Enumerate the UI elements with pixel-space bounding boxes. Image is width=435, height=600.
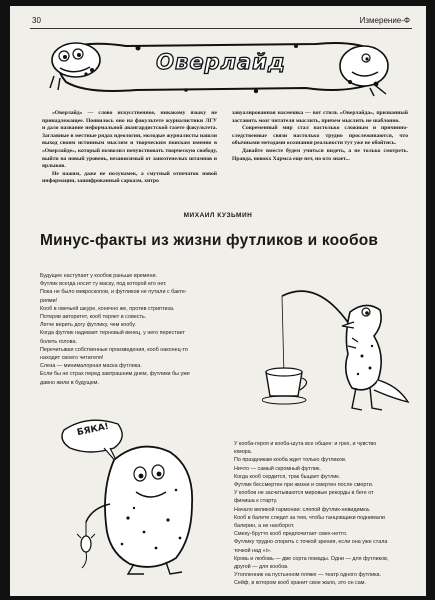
page-number: 30 [32, 16, 41, 25]
fact-line: Кровь и любовь — две сорта помады. Одни — для футликов, [234, 555, 389, 562]
fact-line: болеть голова. [40, 338, 77, 345]
fact-line: Кооб в балете следит за тем, чтобы танцовщики поднимали [234, 514, 385, 521]
intro-paragraph: «Оверлайд» — слово искусственное, никакому языку не принадлежащее. Появилось оно на факультете журналистики ЛГУ и дало название неформальной авангардистской газете факультета. Заглавные в местные рядах идеологии, молодые журналисты нашли выход своим истинным мыслям и творческим поискам именно в «Оверлайде», который позволил почувствовать творческую свободу, выйти на новый уровень, независимый от занозтенелых штампов и ярлыков. [42, 110, 217, 170]
fact-line: Легче верить догу футлику, чем кообу. [40, 322, 136, 329]
fact-line: точкой над «i». [234, 547, 272, 554]
fact-line: Пока не было микроскопов, и футликов не путали с бакте- [40, 289, 187, 296]
fact-line: Футлику трудно спорить с точкой зрения, если она уже стала [234, 539, 388, 546]
fact-line: Утопленник на пустынном пляже — театр одного футлика. [234, 572, 382, 579]
fact-line: Если бы не страх перед завтрашним днем, футлики бы уже [40, 371, 190, 378]
fact-line: другой — для кообов. [234, 564, 289, 571]
fact-line: Когда кооб сердится, трак бьщает футлик. [234, 473, 341, 480]
fact-line: балерин, а не наоборот. [234, 523, 295, 530]
fact-line: находит своего читателя! [40, 355, 104, 362]
fact-line: Потеряв авторитет, кооб теряет и совесть. [40, 314, 147, 321]
intro-column-left [42, 110, 217, 186]
fact-line: юмора. [234, 449, 253, 456]
fact-line: По праздникам кооба ждет только футликов. [234, 457, 347, 464]
article-title: Минус-факты из жизни футликов и кообов [40, 232, 379, 249]
fact-line: Начало великой гармонии: слепой футлик-невидимка. [234, 506, 371, 513]
author-name: МИХАИЛ КУЗЬМИН [183, 212, 253, 219]
fact-line: риями! [40, 297, 58, 304]
speech-bubble-text: БЯКА! [76, 421, 110, 439]
fact-line: финиша к старту. [234, 498, 278, 505]
fact-line: Слеза — минималорная маска футлика. [40, 363, 142, 370]
fact-line: Перечитывая собственные произведения, кооб наконец-то [40, 346, 188, 353]
fact-line: Будущее наступает у кообов раньше времени. [40, 273, 157, 279]
fact-line: Кооб в овечьей шкуре, конечно же, против стриптиза. [40, 305, 175, 312]
magazine-name: Измерение-Ф [359, 16, 410, 25]
fact-line: Футлик всегда носит ту маску, под которой его нет. [40, 281, 167, 288]
fact-line: Ничто — самый скромный футлик. [234, 465, 321, 472]
intro-column-right [232, 110, 408, 163]
intro-paragraph: Не нажим, даже не полунамек, а смутный отпечаток новой информации, зашифрованный сарказм, хитро [42, 170, 217, 185]
header-rule [30, 28, 412, 29]
fact-line: Когда футлик надевает терновый венец, у него перестает [40, 330, 185, 337]
intro-paragraph: Современный мир стал настолько сложным и причинно-следственные связи настолько трудно прослеживаются, что обычными методами осознания реальности тут уже не обойтись. [232, 125, 408, 147]
fact-line: Футлик бессмертен при жизни и смертен после смерти. [234, 482, 374, 489]
fact-line: У кообов не засчитываются мировые рекорды в беге от [234, 490, 374, 497]
fishing-creature-illustration [262, 276, 412, 416]
overlaid-banner [46, 36, 392, 98]
intro-paragraph: Давайте вместе будем учиться видеть, а не только смотреть. Правда, новокх Хармса еще нет, но кто знает... [232, 147, 408, 162]
fact-line: Смеху-брутто кооб предпочитает смех-нетто. [234, 531, 348, 538]
fact-line: Сейф, в котором кооб хранит свое жало, это он сам. [234, 580, 366, 587]
blob-creature-illustration [58, 408, 218, 578]
facts-list-top [40, 272, 240, 387]
intro-paragraph: завуалированная насмешка — вот стиль «Оверлайда», призванный заставить мозг читателя мыслить, причем мыслить не шаблонно. [232, 110, 408, 124]
fact-line: давно жили в будущем. [40, 379, 100, 386]
banner-title: Оверлайд [156, 50, 286, 74]
fact-line: У кооба-героя и кооба-шута все общее: и грех, и чувство [234, 441, 377, 447]
magazine-page [10, 6, 426, 596]
facts-list-bottom [234, 440, 414, 588]
